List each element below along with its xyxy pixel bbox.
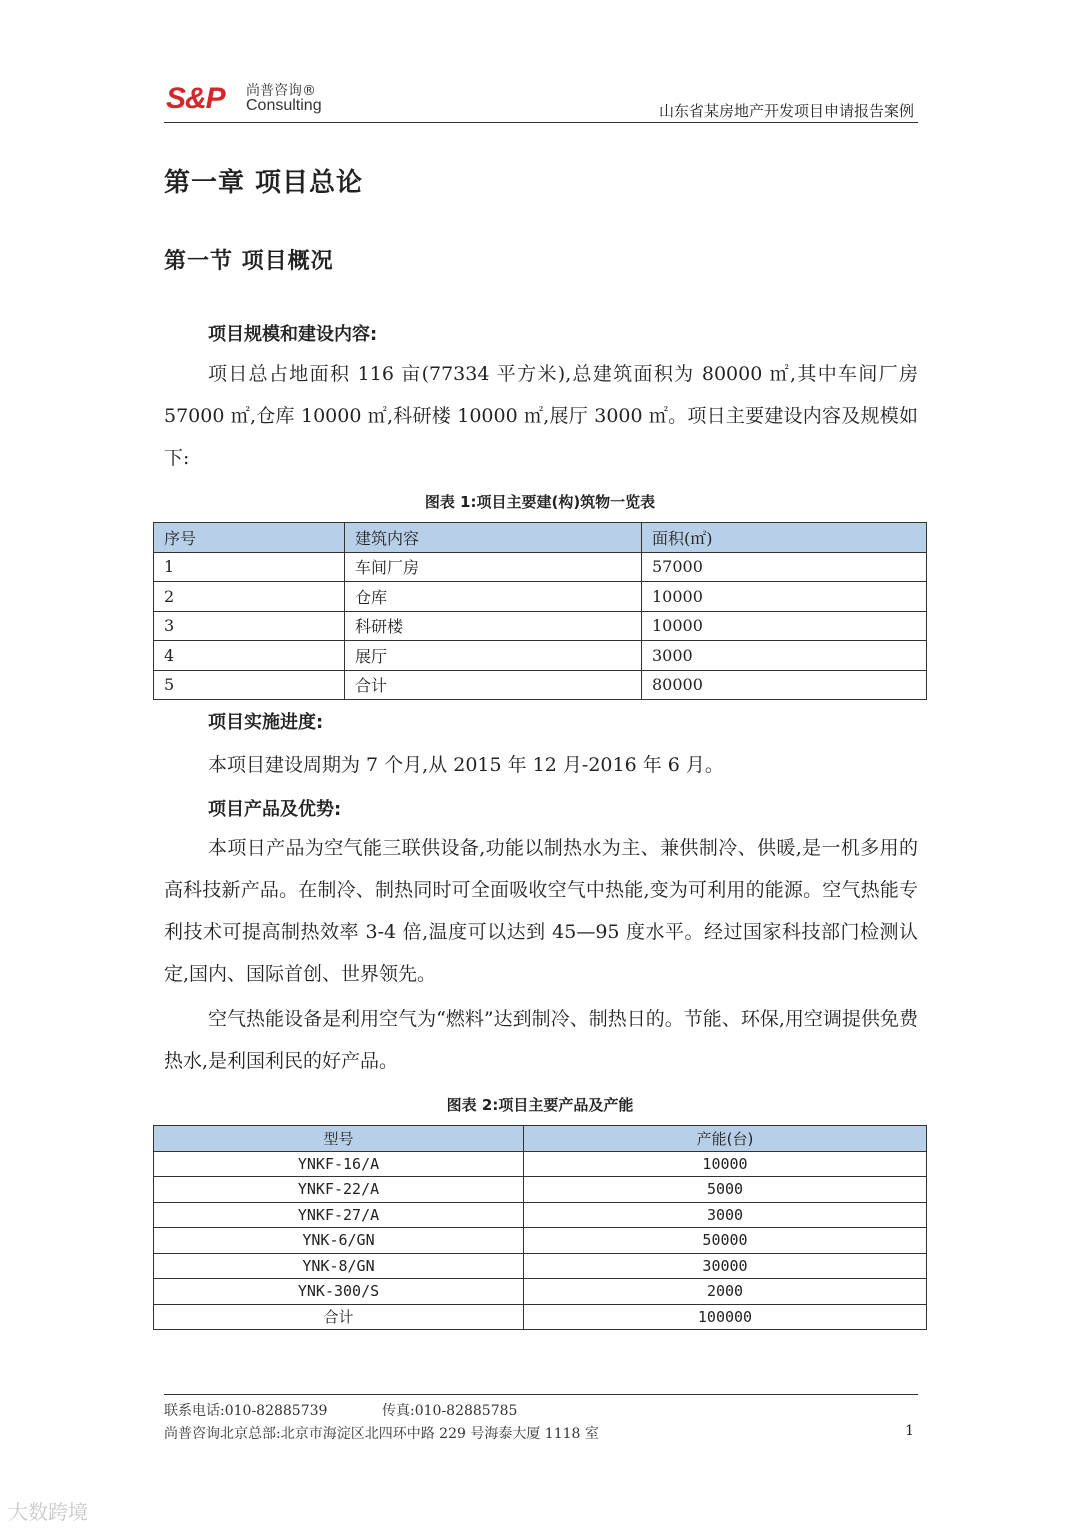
- table-cell: 10000: [642, 582, 927, 612]
- table-cell: 合计: [154, 1304, 524, 1330]
- table-cell: 10000: [642, 611, 927, 641]
- table-row: [154, 1304, 927, 1330]
- table-cell: 3000: [642, 641, 927, 671]
- table-cell: 2: [154, 582, 345, 612]
- schedule-text: 本项目建设周期为 7 个月,从 2015 年 12 月-2016 年 6 月。: [208, 754, 724, 776]
- table-cell: 车间厂房: [345, 552, 642, 582]
- table-row: [154, 552, 927, 582]
- logo-english-name: Consulting: [246, 97, 322, 114]
- table-cell: 合计: [345, 670, 642, 700]
- table-cell: YNK-8/GN: [154, 1253, 524, 1279]
- footer-address: 尚普咨询北京总部:北京市海淀区北四环中路 229 号海泰大厦 1118 室: [164, 1426, 599, 1442]
- header-divider: [164, 122, 918, 123]
- table-row: [154, 641, 927, 671]
- products-heading: 项目产品及优势:: [208, 799, 342, 820]
- table-cell: 80000: [642, 670, 927, 700]
- scale-paragraph: 项日总占地面积 116 亩(77334 平方米),总建筑面积为 80000 ㎡,其中车间厂房 57000 ㎡,仓库 10000 ㎡,科研楼 10000 ㎡,展厅 3000 ㎡。项日主要建设内容及规模如下:: [164, 363, 918, 469]
- products-paragraph-1: 本项日产品为空气能三联供设备,功能以制热水为主、兼供制冷、供暖,是一机多用的高科技新产品。在制冷、制热同时可全面吸收空气中热能,变为可利用的能源。空气热能专利技术可提高制热效率 3-4 倍,温度可以达到 45—95 度水平。经过国家科技部门检测认定,国内、国际首创、世界领先。: [164, 837, 918, 985]
- table-header-row: [154, 1126, 927, 1152]
- logo-chinese-name: 尚普咨询®: [246, 83, 316, 99]
- footer-divider: [164, 1394, 918, 1395]
- table-row: [154, 1177, 927, 1203]
- watermark: 大数跨境: [8, 1500, 88, 1524]
- table-cell: 1: [154, 552, 345, 582]
- section-title: 第一节 项目概况: [164, 249, 334, 274]
- products-paragraph-2: 空气热能设备是利用空气为“燃料”达到制冷、制热日的。节能、环保,用空调提供免费热水,是利国利民的好产品。: [164, 1008, 918, 1072]
- table-cell: 50000: [524, 1228, 927, 1254]
- header-cell: 面积(㎡): [642, 523, 927, 553]
- table-cell: 30000: [524, 1253, 927, 1279]
- scale-heading: 项目规模和建设内容:: [208, 324, 378, 345]
- table-row: [154, 670, 927, 700]
- chapter-title: 第一章 项目总论: [164, 168, 364, 198]
- table-row: [154, 1228, 927, 1254]
- table-cell: 5000: [524, 1177, 927, 1203]
- table-cell: 仓库: [345, 582, 642, 612]
- table2-caption: 图表 2:项目主要产品及产能: [446, 1096, 634, 1114]
- footer-phone: 联系电话:010-82885739: [164, 1403, 328, 1419]
- table-header-row: [154, 523, 927, 553]
- logo-mark: S&P: [166, 82, 225, 115]
- table-cell: 100000: [524, 1304, 927, 1330]
- table-cell: 57000: [642, 552, 927, 582]
- table-row: [154, 1279, 927, 1305]
- table-cell: 10000: [524, 1151, 927, 1177]
- footer-fax: 传真:010-82885785: [382, 1403, 518, 1419]
- table-row: [154, 1253, 927, 1279]
- table-row: [154, 1151, 927, 1177]
- table-cell: YNKF-16/A: [154, 1151, 524, 1177]
- buildings-table: [153, 522, 927, 700]
- header-cell: 建筑内容: [345, 523, 642, 553]
- header-cell: 型号: [154, 1126, 524, 1152]
- table-cell: YNK-300/S: [154, 1279, 524, 1305]
- products-table: [153, 1125, 927, 1330]
- page-number: 1: [905, 1423, 914, 1439]
- document-header-title: 山东省某房地产开发项目申请报告案例: [658, 102, 914, 120]
- table-row: [154, 1202, 927, 1228]
- table-cell: 3000: [524, 1202, 927, 1228]
- header-cell: 产能(台): [524, 1126, 927, 1152]
- table-cell: 5: [154, 670, 345, 700]
- table-cell: 2000: [524, 1279, 927, 1305]
- table-cell: 科研楼: [345, 611, 642, 641]
- table-cell: YNK-6/GN: [154, 1228, 524, 1254]
- table-cell: 4: [154, 641, 345, 671]
- table-cell: 展厅: [345, 641, 642, 671]
- header-cell: 序号: [154, 523, 345, 553]
- table-row: [154, 582, 927, 612]
- table-row: [154, 611, 927, 641]
- table-cell: YNKF-27/A: [154, 1202, 524, 1228]
- table-cell: 3: [154, 611, 345, 641]
- table1-caption: 图表 1:项目主要建(构)筑物一览表: [424, 493, 656, 511]
- schedule-heading: 项目实施进度:: [208, 712, 324, 733]
- table-cell: YNKF-22/A: [154, 1177, 524, 1203]
